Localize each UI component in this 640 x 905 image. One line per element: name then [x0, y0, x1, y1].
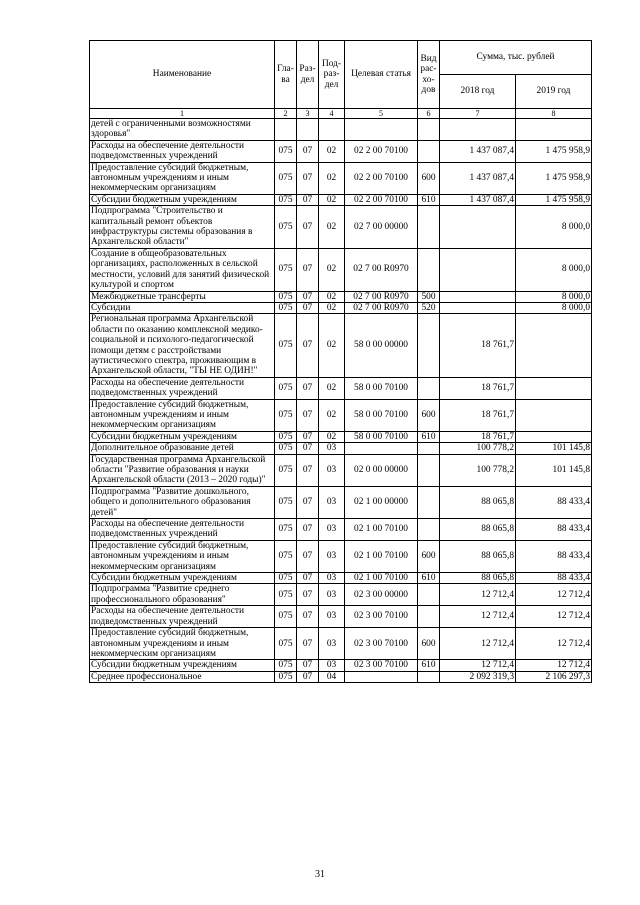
razdel-cell: 07: [297, 573, 319, 584]
table-row: [90, 606, 592, 628]
row-name: Региональная программа Архангельской области по оказанию комплексной медико-социальной и психолого-педагогической помощи детям с расстройствами аутистического спектра, проживающим в Архангельской области, "ТЫ НЕ ОДИН!": [90, 314, 275, 377]
expense-type-cell: 600: [418, 162, 440, 194]
sum-2018-cell: 1 437 087,4: [440, 162, 516, 194]
table-row: [90, 140, 592, 162]
sum-2018-cell: 12 712,4: [440, 584, 516, 606]
glava-cell: 075: [275, 377, 297, 399]
podrazdel-cell: 03: [319, 454, 345, 486]
podrazdel-cell: 03: [319, 660, 345, 671]
sum-2019-cell: 101 145,8: [516, 443, 592, 454]
podrazdel-cell: [319, 119, 345, 141]
sum-2019-cell: 8 000,0: [516, 206, 592, 249]
expense-type-cell: [418, 584, 440, 606]
table-row: [90, 314, 592, 377]
expense-type-cell: 600: [418, 399, 440, 431]
sum-2019-cell: 88 433,4: [516, 540, 592, 572]
table-row: [90, 454, 592, 486]
row-name: Подпрограмма "Строительство и капитальный ремонт объектов инфраструктуры системы образования в Архангельской области": [90, 206, 275, 249]
razdel-cell: 07: [297, 606, 319, 628]
row-name: Предоставление субсидий бюджетным, автономным учреждениям и иным некоммерческим организациям: [90, 399, 275, 431]
razdel-cell: 07: [297, 519, 319, 541]
podrazdel-cell: 02: [319, 248, 345, 291]
glava-cell: 075: [275, 540, 297, 572]
podrazdel-cell: 02: [319, 314, 345, 377]
glava-cell: 075: [275, 454, 297, 486]
row-name: Расходы на обеспечение деятельности подведомственных учреждений: [90, 519, 275, 541]
header-podrazdel: Под- раз- дел: [319, 41, 345, 109]
row-name: Расходы на обеспечение деятельности подведомственных учреждений: [90, 606, 275, 628]
sum-2019-cell: 1 475 958,9: [516, 162, 592, 194]
glava-cell: 075: [275, 606, 297, 628]
target-article-cell: 58 0 00 70100: [345, 431, 418, 442]
target-article-cell: 02 1 00 70100: [345, 519, 418, 541]
glava-cell: 075: [275, 486, 297, 518]
col-number: 2: [275, 109, 297, 119]
sum-2018-cell: [440, 291, 516, 302]
target-article-cell: 58 0 00 00000: [345, 314, 418, 377]
podrazdel-cell: 03: [319, 606, 345, 628]
glava-cell: 075: [275, 660, 297, 671]
table-row: [90, 573, 592, 584]
razdel-cell: 07: [297, 431, 319, 442]
table-row: [90, 399, 592, 431]
razdel-cell: 07: [297, 540, 319, 572]
table-row: [90, 660, 592, 671]
razdel-cell: 07: [297, 314, 319, 377]
target-article-cell: 02 0 00 00000: [345, 454, 418, 486]
glava-cell: 075: [275, 399, 297, 431]
row-name: Предоставление субсидий бюджетным, автономным учреждениям и иным некоммерческим организациям: [90, 540, 275, 572]
podrazdel-cell: 04: [319, 671, 345, 682]
sum-2019-cell: [516, 377, 592, 399]
table-row: [90, 377, 592, 399]
row-name: Предоставление субсидий бюджетным, автономным учреждениям и иным некоммерческим организациям: [90, 628, 275, 660]
razdel-cell: 07: [297, 162, 319, 194]
col-number: 7: [440, 109, 516, 119]
sum-2019-cell: 1 475 958,9: [516, 140, 592, 162]
sum-2018-cell: 100 778,2: [440, 443, 516, 454]
header-sum: Сумма, тыс. рублей: [440, 41, 592, 75]
podrazdel-cell: 02: [319, 291, 345, 302]
podrazdel-cell: 03: [319, 486, 345, 518]
glava-cell: 075: [275, 431, 297, 442]
expense-type-cell: [418, 377, 440, 399]
target-article-cell: [345, 671, 418, 682]
expense-type-cell: 500: [418, 291, 440, 302]
col-number: 3: [297, 109, 319, 119]
podrazdel-cell: 03: [319, 519, 345, 541]
target-article-cell: 02 3 00 70100: [345, 660, 418, 671]
razdel-cell: 07: [297, 140, 319, 162]
glava-cell: 075: [275, 519, 297, 541]
target-article-cell: 02 3 00 70100: [345, 606, 418, 628]
expense-type-cell: [418, 519, 440, 541]
sum-2019-cell: 8 000,0: [516, 248, 592, 291]
expense-type-cell: 600: [418, 540, 440, 572]
podrazdel-cell: 03: [319, 628, 345, 660]
sum-2018-cell: 88 065,8: [440, 486, 516, 518]
table-row: [90, 628, 592, 660]
target-article-cell: [345, 119, 418, 141]
sum-2018-cell: 88 065,8: [440, 573, 516, 584]
sum-2018-cell: 100 778,2: [440, 454, 516, 486]
row-name: Подпрограмма "Развитие среднего профессионального образования": [90, 584, 275, 606]
target-article-cell: 02 7 00 00000: [345, 206, 418, 249]
row-name: Государственная программа Архангельской области "Развитие образования и науки Архангельской области (2013 – 2020 годы)": [90, 454, 275, 486]
budget-table: [89, 40, 592, 683]
glava-cell: 075: [275, 573, 297, 584]
razdel-cell: 07: [297, 206, 319, 249]
razdel-cell: 07: [297, 302, 319, 313]
podrazdel-cell: 03: [319, 540, 345, 572]
row-name: Субсидии бюджетным учреждениям: [90, 660, 275, 671]
sum-2019-cell: 88 433,4: [516, 573, 592, 584]
sum-2019-cell: [516, 399, 592, 431]
table-row: [90, 584, 592, 606]
expense-type-cell: [418, 314, 440, 377]
sum-2019-cell: 1 475 958,9: [516, 194, 592, 205]
razdel-cell: 07: [297, 443, 319, 454]
sum-2018-cell: 88 065,8: [440, 519, 516, 541]
expense-type-cell: [418, 443, 440, 454]
sum-2019-cell: 12 712,4: [516, 660, 592, 671]
row-name: Субсидии: [90, 302, 275, 313]
sum-2018-cell: 1 437 087,4: [440, 194, 516, 205]
podrazdel-cell: 02: [319, 377, 345, 399]
sum-2018-cell: 18 761,7: [440, 399, 516, 431]
row-name: Среднее профессиональное: [90, 671, 275, 682]
target-article-cell: 02 7 00 R0970: [345, 302, 418, 313]
sum-2019-cell: 12 712,4: [516, 606, 592, 628]
sum-2019-cell: [516, 119, 592, 141]
sum-2019-cell: 12 712,4: [516, 584, 592, 606]
razdel-cell: 07: [297, 671, 319, 682]
expense-type-cell: 610: [418, 431, 440, 442]
page-number: 31: [315, 869, 325, 880]
col-number: 4: [319, 109, 345, 119]
table-row: [90, 119, 592, 141]
glava-cell: 075: [275, 584, 297, 606]
expense-type-cell: [418, 671, 440, 682]
sum-2019-cell: 8 000,0: [516, 291, 592, 302]
expense-type-cell: [418, 206, 440, 249]
sum-2018-cell: [440, 206, 516, 249]
row-name: Субсидии бюджетным учреждениям: [90, 573, 275, 584]
podrazdel-cell: 03: [319, 584, 345, 606]
glava-cell: 075: [275, 206, 297, 249]
row-name: Расходы на обеспечение деятельности подведомственных учреждений: [90, 377, 275, 399]
razdel-cell: 07: [297, 660, 319, 671]
header-target: Целевая статья: [345, 41, 418, 109]
header-razdel: Раз- дел: [297, 41, 319, 109]
header-name: Наименование: [90, 41, 275, 109]
target-article-cell: 02 2 00 70100: [345, 162, 418, 194]
expense-type-cell: [418, 119, 440, 141]
target-article-cell: 58 0 00 70100: [345, 399, 418, 431]
target-article-cell: 02 1 00 70100: [345, 573, 418, 584]
row-name: Подпрограмма "Развитие дошкольного, общего и дополнительного образования детей": [90, 486, 275, 518]
glava-cell: 075: [275, 443, 297, 454]
glava-cell: 075: [275, 194, 297, 205]
expense-type-cell: 610: [418, 573, 440, 584]
row-name: детей с ограниченными возможностями здоровья": [90, 119, 275, 141]
sum-2019-cell: 12 712,4: [516, 628, 592, 660]
glava-cell: 075: [275, 314, 297, 377]
target-article-cell: 02 2 00 70100: [345, 140, 418, 162]
sum-2018-cell: [440, 248, 516, 291]
col-number: 5: [345, 109, 418, 119]
glava-cell: 075: [275, 162, 297, 194]
sum-2019-cell: 88 433,4: [516, 519, 592, 541]
header-glava: Гла- ва: [275, 41, 297, 109]
col-number: 8: [516, 109, 592, 119]
razdel-cell: 07: [297, 628, 319, 660]
razdel-cell: 07: [297, 486, 319, 518]
sum-2018-cell: 2 092 319,3: [440, 671, 516, 682]
podrazdel-cell: 02: [319, 431, 345, 442]
podrazdel-cell: 03: [319, 443, 345, 454]
table-row: [90, 443, 592, 454]
expense-type-cell: 610: [418, 660, 440, 671]
podrazdel-cell: 03: [319, 573, 345, 584]
table-row: [90, 671, 592, 682]
header-2018: 2018 год: [440, 75, 516, 109]
glava-cell: 075: [275, 248, 297, 291]
row-name: Создание в общеобразовательных организациях, расположенных в сельской местности, условий для занятий физической культурой и спортом: [90, 248, 275, 291]
target-article-cell: 02 3 00 70100: [345, 628, 418, 660]
razdel-cell: 07: [297, 377, 319, 399]
table-row: [90, 540, 592, 572]
razdel-cell: 07: [297, 291, 319, 302]
glava-cell: 075: [275, 140, 297, 162]
sum-2018-cell: [440, 302, 516, 313]
expense-type-cell: 610: [418, 194, 440, 205]
expense-type-cell: 600: [418, 628, 440, 660]
sum-2018-cell: 12 712,4: [440, 628, 516, 660]
row-name: Субсидии бюджетным учреждениям: [90, 194, 275, 205]
glava-cell: 075: [275, 671, 297, 682]
target-article-cell: 02 2 00 70100: [345, 194, 418, 205]
podrazdel-cell: 02: [319, 162, 345, 194]
expense-type-cell: 520: [418, 302, 440, 313]
header-2019: 2019 год: [516, 75, 592, 109]
glava-cell: [275, 119, 297, 141]
razdel-cell: [297, 119, 319, 141]
expense-type-cell: [418, 486, 440, 518]
col-number: 6: [418, 109, 440, 119]
podrazdel-cell: 02: [319, 194, 345, 205]
target-article-cell: 02 7 00 R0970: [345, 248, 418, 291]
sum-2018-cell: 18 761,7: [440, 314, 516, 377]
razdel-cell: 07: [297, 194, 319, 205]
podrazdel-cell: 02: [319, 399, 345, 431]
target-article-cell: [345, 443, 418, 454]
glava-cell: 075: [275, 628, 297, 660]
sum-2018-cell: [440, 119, 516, 141]
razdel-cell: 07: [297, 399, 319, 431]
target-article-cell: 02 3 00 00000: [345, 584, 418, 606]
expense-type-cell: [418, 140, 440, 162]
sum-2018-cell: 12 712,4: [440, 660, 516, 671]
glava-cell: 075: [275, 291, 297, 302]
table-row: [90, 206, 592, 249]
sum-2019-cell: 2 106 297,3: [516, 671, 592, 682]
razdel-cell: 07: [297, 248, 319, 291]
sum-2018-cell: 88 065,8: [440, 540, 516, 572]
podrazdel-cell: 02: [319, 140, 345, 162]
table-row: [90, 248, 592, 291]
column-number-row: [90, 109, 592, 119]
table-row: [90, 291, 592, 302]
sum-2019-cell: 101 145,8: [516, 454, 592, 486]
target-article-cell: 02 1 00 70100: [345, 540, 418, 572]
row-name: Предоставление субсидий бюджетным, автономным учреждениям и иным некоммерческим организациям: [90, 162, 275, 194]
sum-2018-cell: 18 761,7: [440, 431, 516, 442]
expense-type-cell: [418, 248, 440, 291]
sum-2019-cell: [516, 314, 592, 377]
table-row: [90, 162, 592, 194]
sum-2018-cell: 12 712,4: [440, 606, 516, 628]
razdel-cell: 07: [297, 584, 319, 606]
target-article-cell: 02 7 00 R0970: [345, 291, 418, 302]
table-row: [90, 519, 592, 541]
row-name: Межбюджетные трансферты: [90, 291, 275, 302]
table-row: [90, 431, 592, 442]
razdel-cell: 07: [297, 454, 319, 486]
podrazdel-cell: 02: [319, 206, 345, 249]
glava-cell: 075: [275, 302, 297, 313]
col-number: 1: [90, 109, 275, 119]
row-name: Субсидии бюджетным учреждениям: [90, 431, 275, 442]
sum-2019-cell: 88 433,4: [516, 486, 592, 518]
header-vid: Вид рас- хо- дов: [418, 41, 440, 109]
podrazdel-cell: 02: [319, 302, 345, 313]
table-row: [90, 302, 592, 313]
table-row: [90, 194, 592, 205]
table-row: [90, 486, 592, 518]
sum-2019-cell: [516, 431, 592, 442]
expense-type-cell: [418, 606, 440, 628]
sum-2018-cell: 1 437 087,4: [440, 140, 516, 162]
expense-type-cell: [418, 454, 440, 486]
row-name: Расходы на обеспечение деятельности подведомственных учреждений: [90, 140, 275, 162]
sum-2018-cell: 18 761,7: [440, 377, 516, 399]
target-article-cell: 02 1 00 00000: [345, 486, 418, 518]
row-name: Дополнительное образование детей: [90, 443, 275, 454]
target-article-cell: 58 0 00 70100: [345, 377, 418, 399]
sum-2019-cell: 8 000,0: [516, 302, 592, 313]
